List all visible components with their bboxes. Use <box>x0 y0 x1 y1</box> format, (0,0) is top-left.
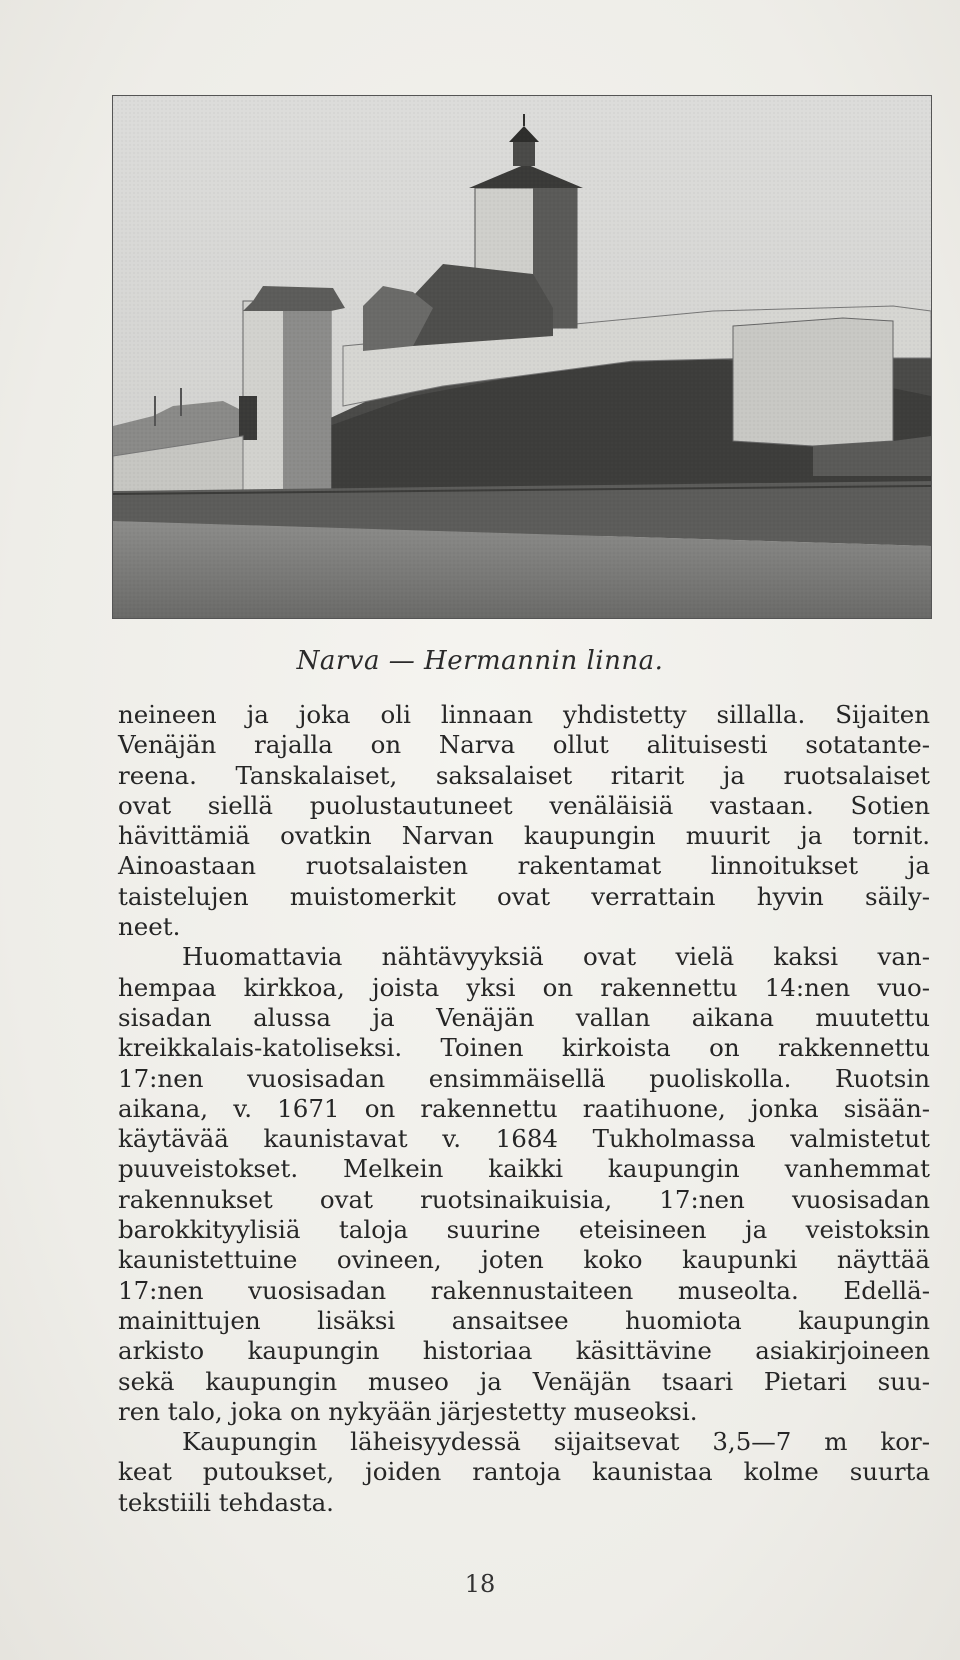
text-line: kaunistettuine ovineen, joten koko kaupunki näyttää <box>118 1245 930 1275</box>
text-line: kreikkalais-katoliseksi. Toinen kirkoista on rakkennettu <box>118 1033 930 1063</box>
text-line: Huomattavia nähtävyyksiä ovat vielä kaksi van- <box>182 942 930 972</box>
text-line: 17:nen vuosisadan rakennustaiteen museolta. Edellä- <box>118 1275 930 1305</box>
text-line: Ainoastaan ruotsalaisten rakentamat linnoitukset ja <box>118 851 930 881</box>
text-line: barokkityylisiä taloja suurine eteisineen ja veistoksin <box>118 1215 930 1245</box>
text-line: reena. Tanskalaiset, saksalaiset ritarit ja ruotsalaiset <box>118 760 930 790</box>
text-line: taistelujen muistomerkit ovat verrattain hyvin säily- <box>118 881 930 911</box>
castle-photo <box>112 95 932 619</box>
text-line: keat putoukset, joiden rantoja kaunistaa kolme suurta <box>118 1457 930 1487</box>
paragraph-1 <box>118 700 930 942</box>
text-line: aikana, v. 1671 on rakennettu raatihuone, jonka sisään- <box>118 1093 930 1123</box>
text-line: mainittujen lisäksi ansaitsee huomiota kaupungin <box>118 1305 930 1335</box>
text-line: ren talo, joka on nykyään järjestetty museoksi. <box>118 1396 698 1426</box>
paragraph-3 <box>118 1427 930 1518</box>
text-line: ovat siellä puolustautuneet venäläisiä vastaan. Sotien <box>118 790 930 820</box>
text-line: Kaupungin läheisyydessä sijaitsevat 3,5—7 m kor- <box>182 1427 930 1457</box>
text-line: puuveistokset. Melkein kaikki kaupungin vanhemmat <box>118 1154 930 1184</box>
page-number: 18 <box>464 1570 496 1598</box>
text-line: sisadan alussa ja Venäjän vallan aikana muutettu <box>118 1002 930 1032</box>
text-line: neineen ja joka oli linnaan yhdistetty sillalla. Sijaiten <box>118 700 930 729</box>
text-line: käytävää kaunistavat v. 1684 Tukholmassa valmistetut <box>118 1124 930 1154</box>
text-line: arkisto kaupungin historiaa käsittävine asiakirjoineen <box>118 1336 930 1366</box>
text-line: rakennukset ovat ruotsinaikuisia, 17:nen vuosisadan <box>118 1184 930 1214</box>
paragraph-2 <box>118 942 930 1427</box>
text-line: tekstiili tehdasta. <box>118 1487 334 1517</box>
text-line: sekä kaupungin museo ja Venäjän tsaari Pietari suu- <box>118 1366 930 1396</box>
text-line: hempaa kirkkoa, joista yksi on rakennettu 14:nen vuo- <box>118 972 930 1002</box>
text-line: 17:nen vuosisadan ensimmäisellä puoliskolla. Ruotsin <box>118 1063 930 1093</box>
hermann-castle-illustration <box>113 96 931 618</box>
text-line: neet. <box>118 912 181 942</box>
photo-caption: Narva — Hermannin linna. <box>296 646 664 676</box>
body-text <box>118 700 930 1518</box>
text-line: hävittämiä ovatkin Narvan kaupungin muurit ja tornit. <box>118 821 930 851</box>
text-line: Venäjän rajalla on Narva ollut alituisesti sotatante- <box>118 730 930 760</box>
